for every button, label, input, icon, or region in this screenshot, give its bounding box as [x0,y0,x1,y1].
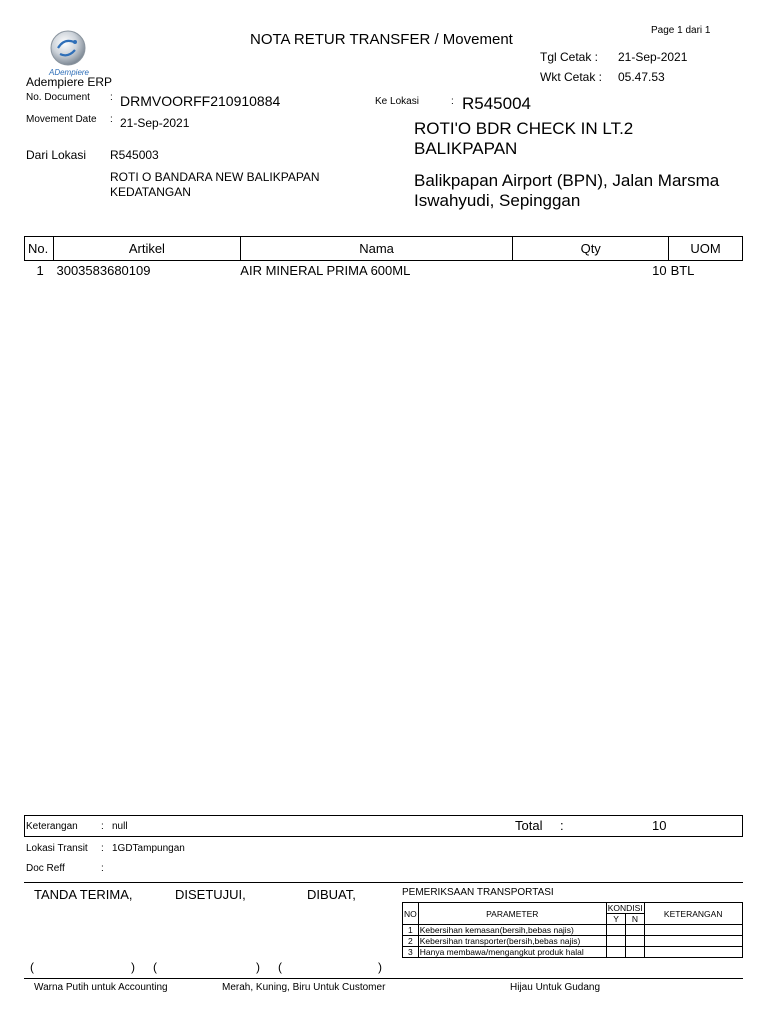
dari-lokasi-name-1: ROTI O BANDARA NEW BALIKPAPAN [110,170,320,184]
transport-row-no: 3 [403,947,419,958]
items-table-header [25,237,743,261]
doc-no-label: No. Document [26,92,90,103]
keterangan-box [24,815,743,837]
table-row [25,261,743,280]
transport-col-y: Y [606,914,626,925]
items-table [24,236,743,279]
movement-date-colon: : [110,114,113,125]
wkt-cetak-value: 05.47.53 [618,70,665,84]
transport-row-n [626,947,644,958]
transport-title: PEMERIKSAAN TRANSPORTASI [402,887,554,898]
col-header-uom: UOM [669,237,743,261]
transport-row-param: Kebersihan kemasan(bersih,bebas najis) [418,925,606,936]
logo-text: ADempiere [48,68,90,77]
footer-divider [24,882,743,883]
ke-lokasi-label: Ke Lokasi [375,96,419,107]
transport-row-y [606,936,626,947]
transport-row-ket [644,925,742,936]
table-row [403,936,743,947]
doc-no-value: DRMVOORFF210910884 [120,93,281,109]
col-header-qty: Qty [513,237,669,261]
movement-date-label: Movement Date [26,114,97,125]
total-colon: : [560,818,564,833]
doc-reff-colon: : [101,863,104,874]
keterangan-colon: : [101,821,104,832]
table-row [403,947,743,958]
total-value: 10 [652,818,667,833]
lokasi-transit-colon: : [101,843,104,854]
ke-lokasi-address-2: Iswahyudi, Sepinggan [414,191,581,210]
sign-paren-close-2: ) [256,960,260,974]
transport-col-kondisi: KONDISI [607,903,643,913]
doc-no-colon: : [110,92,113,103]
sign-paren-open-3: ( [278,960,282,974]
sign-paren-open-1: ( [30,960,34,974]
page-number: Page 1 dari 1 [651,25,711,36]
keterangan-label: Keterangan [26,821,78,832]
transport-row-y [606,925,626,936]
transport-col-keterangan: KETERANGAN [644,903,742,925]
transport-row-y [606,947,626,958]
sign-dibuat: DIBUAT, [307,887,356,902]
sign-paren-open-2: ( [153,960,157,974]
transport-row-param: Hanya membawa/mengangkut produk halal [418,947,606,958]
sign-disetujui: DISETUJUI, [175,887,246,902]
lokasi-transit-value: 1GDTampungan [112,843,185,854]
table-row [403,925,743,936]
ke-lokasi-colon: : [451,96,454,107]
tgl-cetak-label: Tgl Cetak : [540,50,599,64]
copy-note-gudang: Hijau Untuk Gudang [510,982,601,993]
footer-bottom-divider [24,978,743,979]
transport-row-ket [644,947,742,958]
total-label: Total [515,818,543,833]
app-name: Adempiere ERP [26,75,113,89]
sign-paren-close-1: ) [131,960,135,974]
dari-lokasi-label: Dari Lokasi [26,148,87,162]
row-artikel: 3003583680109 [56,263,151,278]
ke-lokasi-name-1: ROTI'O BDR CHECK IN LT.2 [414,119,634,138]
tgl-cetak-value: 21-Sep-2021 [618,50,688,64]
sign-tanda-terima: TANDA TERIMA, [34,887,133,902]
row-no: 1 [36,263,44,278]
ke-lokasi-code: R545004 [462,94,532,113]
transport-check-table [402,902,743,958]
doc-reff-label: Doc Reff [26,863,65,874]
ke-lokasi-name-2: BALIKPAPAN [414,139,518,158]
transport-col-no: NO [403,903,419,925]
col-header-artikel: Artikel [53,237,240,261]
dari-lokasi-code: R545003 [110,148,159,162]
document-title: NOTA RETUR TRANSFER / Movement [250,31,513,48]
adempiere-logo-icon [44,28,94,76]
row-qty: 10 [652,263,667,278]
row-uom: BTL [670,263,695,278]
col-header-nama: Nama [240,237,513,261]
lokasi-transit-label: Lokasi Transit [26,843,88,854]
transport-row-n [626,936,644,947]
ke-lokasi-address-1: Balikpapan Airport (BPN), Jalan Marsma [414,171,720,190]
dari-lokasi-name-2: KEDATANGAN [110,185,191,199]
movement-date-value: 21-Sep-2021 [120,116,190,130]
copy-note-accounting: Warna Putih untuk Accounting [34,982,168,993]
transport-row-no: 1 [403,925,419,936]
copy-note-customer: Merah, Kuning, Biru Untuk Customer [222,982,386,993]
transport-col-parameter: PARAMETER [418,903,606,925]
transport-row-param: Kebersihan transporter(bersih,bebas najis) [418,936,606,947]
transport-row-n [626,925,644,936]
col-header-no: No. [25,237,54,261]
sign-paren-close-3: ) [378,960,382,974]
wkt-cetak-label: Wkt Cetak : [540,70,603,84]
transport-row-ket [644,936,742,947]
transport-row-no: 2 [403,936,419,947]
keterangan-value: null [112,821,128,832]
transport-col-n: N [626,914,644,925]
row-nama: AIR MINERAL PRIMA 600ML [240,263,411,278]
